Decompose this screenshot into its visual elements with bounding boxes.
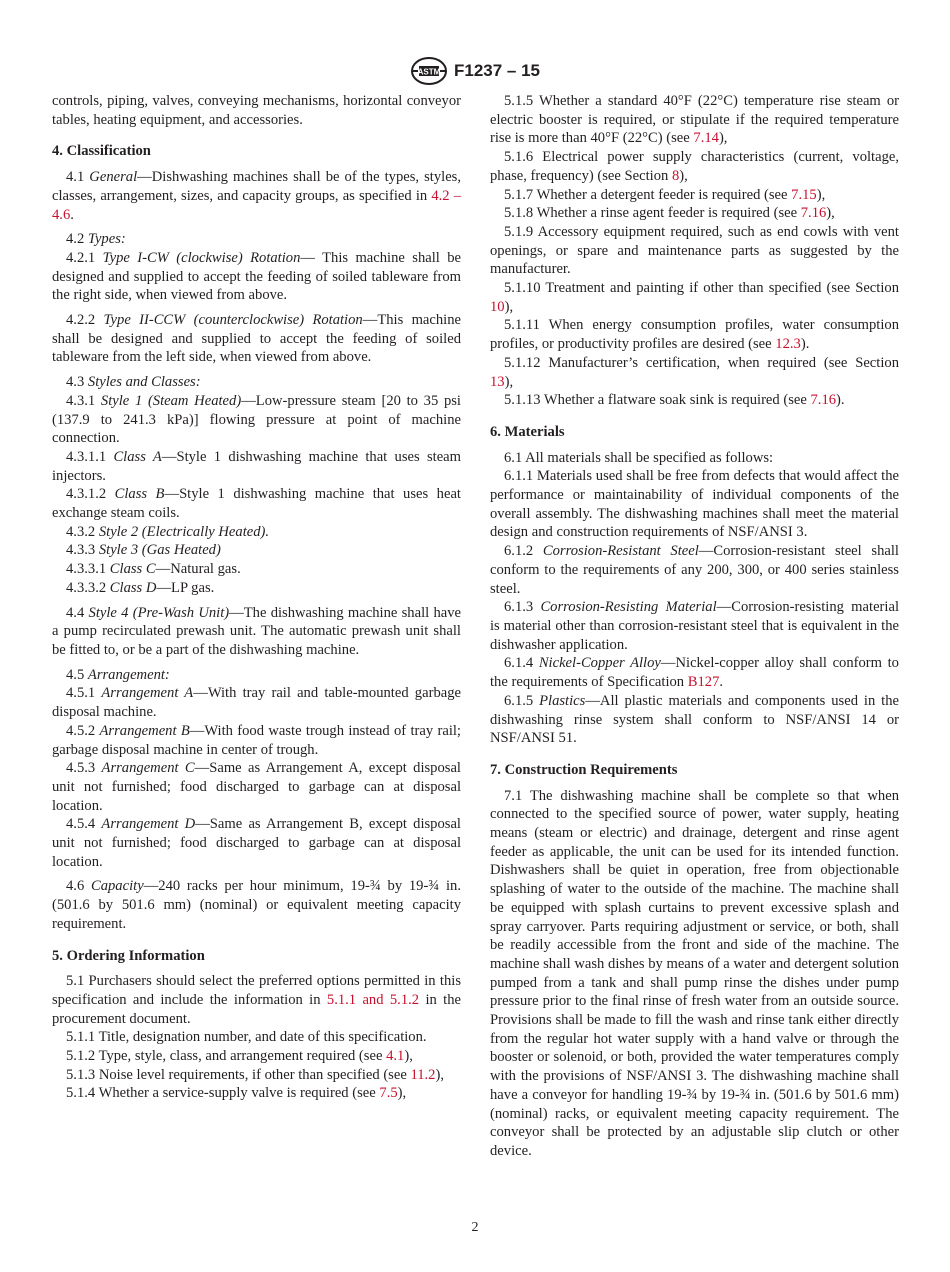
para-4-3-3-1: 4.3.3.1 Class C—Natural gas.	[66, 561, 241, 578]
link-7-15[interactable]: 7.15	[791, 186, 817, 203]
section-6-heading: 6. Materials	[490, 423, 565, 440]
para-4-1: 4.1 General—Dishwashing machines shall be of the types, styles, classes, arrangement, sizes, and capacity groups, as specified in 4.2 – 4.6.	[52, 169, 462, 223]
link-12-3[interactable]: 12.3	[775, 336, 801, 353]
link-5-1-1-5-1-2[interactable]: 5.1.1 and 5.1.2	[326, 991, 420, 1008]
section-4-heading: 4. Classification	[52, 143, 151, 160]
para-7-1: 7.1 The dishwashing machine shall be complete so that when connected to the specified source of power, water supply, heating means (steam or electric) and drainage, detergent and rinse agent feeder as applicable, the unit can be used for its intended function. Dishwashers shall be quiet in operation, free from objectionable splashing of water to the outside of the machine. The machine shall be equipped with splash curtains to prevent excessive splash and spray carryover. Parts requiring adjustment or service, or both, shall be readily accessible from the front and side of the machine. The machine shall wash dishes by means of a water and detergent solution pumped from a tank and shall pump rinse the dishes under pump pressure prior to the final rinse of fresh water from an outside source. Provisions shall be made to fill the wash and rinse tank either directly from the regular hot water supply with a hand valve or through the booster or solenoid, or both, provided the water temperatures comply with the provisions of NSF/ANSI 3. The dishwashing machine shall have a conveyor for handling 19-¾ by 19-¾ in. (501.6 by 501.6 mm) (nominal) racks, or equivalent meeting capacity requirement. The conveyor shall be protected by an adjustable slip clutch or other device.	[490, 787, 899, 1159]
section-5-heading: 5. Ordering Information	[52, 947, 205, 964]
svg-text:ASTM: ASTM	[417, 67, 441, 77]
para-4-4: 4.4 Style 4 (Pre-Wash Unit)—The dishwashing machine shall have a pump recirculated prewash unit. The automatic prewash unit shall be fitted to, or be a part of the dishwashing machine.	[52, 604, 462, 658]
para-5-1-4: 5.1.4 Whether a service-supply valve is required (see 7.5),	[66, 1085, 407, 1102]
link-4-1[interactable]: 4.1	[386, 1048, 405, 1065]
link-7-16[interactable]: 7.16	[800, 205, 827, 222]
para-5-1-3: 5.1.3 Noise level requirements, if other than specified (see 11.2),	[66, 1066, 444, 1083]
para-4-2-1: 4.2.1 Type I-CW (clockwise) Rotation— This machine shall be designed and supplied to accept the feeding of soiled tableware from the right side, when viewed from above.	[52, 249, 462, 304]
para-4-3-3: 4.3.3 Style 3 (Gas Heated)	[66, 542, 221, 559]
right-column	[490, 92, 899, 1161]
para-4-3-3-2: 4.3.3.2 Class D—LP gas.	[66, 579, 215, 596]
para-6-1-4: 6.1.4 Nickel-Copper Alloy—Nickel-copper alloy shall conform to the requirements of Specification B127.	[490, 655, 899, 691]
para-5-1-10: 5.1.10 Treatment and painting if other than specified (see Section 10),	[490, 280, 899, 315]
page-number: 2	[471, 1220, 479, 1235]
left-column	[52, 92, 461, 1103]
para-6-1-5: 6.1.5 Plastics—All plastic materials and components used in the dishwashing rinse system shall conform to NSF/ANSI 14 or NSF/ANSI 51.	[490, 692, 899, 747]
para-5-1-11: 5.1.11 When energy consumption profiles, water consumption profiles, or productivity profiles are desired (see 12.3).	[490, 317, 899, 353]
link-b127[interactable]: B127	[687, 674, 720, 691]
para-6-1-1: 6.1.1 Materials used shall be free from defects that would affect the performance or maintainability of individual components of the overall assembly. The dishwashing machines shall meet the material design and construction requirements of NSF/ANSI 3.	[490, 468, 899, 541]
link-section-13[interactable]: 13	[490, 373, 505, 390]
para-5-1: 5.1 Purchasers should select the preferred options permitted in this specification and include the information in 5.1.1 and 5.1.2 in the procurement document.	[52, 973, 461, 1027]
para-6-1-2: 6.1.2 Corrosion-Resistant Steel—Corrosion-resistant steel shall conform to the requirements of any 200, 300, or 400 series stainless steel.	[490, 543, 899, 597]
para-4-5-2: 4.5.2 Arrangement B—With food waste trough instead of tray rail; garbage disposal machine in center of trough.	[52, 722, 461, 758]
para-4-2-2: 4.2.2 Type II-CCW (counterclockwise) Rotation—This machine shall be designed and supplied to accept the feeding of soiled tableware from the left side, when viewed from above.	[52, 312, 462, 366]
para-5-1-8: 5.1.8 Whether a rinse agent feeder is required (see 7.16),	[504, 205, 835, 222]
link-7-16-b[interactable]: 7.16	[810, 392, 837, 409]
link-section-8[interactable]: 8	[671, 167, 680, 184]
para-4-3-1: 4.3.1 Style 1 (Steam Heated)—Low-pressure steam [20 to 35 psi (137.9 to 241.3 kPa)] flowing pressure at point of machine connection.	[52, 392, 461, 447]
link-4-2-4-6[interactable]: 4.2 – 4.6	[52, 187, 462, 223]
para-5-1-1: 5.1.1 Title, designation number, and date of this specification.	[66, 1029, 427, 1046]
para-4-2: 4.2 Types:	[66, 231, 126, 248]
para-5-1-7: 5.1.7 Whether a detergent feeder is required (see 7.15),	[504, 186, 826, 203]
para-4-5-1: 4.5.1 Arrangement A—With tray rail and table-mounted garbage disposal machine.	[52, 685, 461, 721]
link-section-10[interactable]: 10	[490, 298, 505, 315]
para-5-1-5: 5.1.5 Whether a standard 40°F (22°C) temperature rise steam or electric booster is required, or stipulate if the required temperature rise is more than 40°F (22°C) (see 7.14),	[490, 93, 899, 147]
intro-paragraph: controls, piping, valves, conveying mechanisms, horizontal conveyor tables, heating equipment, and accessories.	[52, 93, 461, 128]
astm-logo-icon	[410, 56, 448, 86]
link-7-5[interactable]: 7.5	[379, 1085, 398, 1102]
link-11-2[interactable]: 11.2	[410, 1066, 436, 1083]
para-5-1-13: 5.1.13 Whether a flatware soak sink is required (see 7.16).	[504, 392, 845, 409]
section-7-heading: 7. Construction Requirements	[490, 761, 678, 778]
para-5-1-2: 5.1.2 Type, style, class, and arrangement required (see 4.1),	[66, 1048, 413, 1065]
link-7-14[interactable]: 7.14	[693, 130, 719, 147]
para-5-1-12: 5.1.12 Manufacturer’s certification, when required (see Section 13),	[490, 354, 899, 390]
para-6-1: 6.1 All materials shall be specified as follows:	[504, 449, 774, 466]
page-header	[0, 56, 950, 86]
para-4-3-1-2: 4.3.1.2 Class B—Style 1 dishwashing machine that uses heat exchange steam coils.	[52, 486, 461, 522]
para-4-5-4: 4.5.4 Arrangement D—Same as Arrangement B, except disposal unit not furnished; food discharged to garbage can at disposal location.	[52, 816, 461, 870]
para-5-1-6: 5.1.6 Electrical power supply characteristics (current, voltage, phase, frequency) (see Section 8),	[490, 149, 899, 184]
para-5-1-9: 5.1.9 Accessory equipment required, such as end cowls with vent openings, or spare and maintenance parts as suggested by the manufacturer.	[490, 223, 899, 278]
para-4-3: 4.3 Styles and Classes:	[66, 374, 201, 391]
para-4-5: 4.5 Arrangement:	[66, 666, 170, 683]
para-6-1-3: 6.1.3 Corrosion-Resisting Material—Corrosion-resisting material is material other than corrosion-resistant steel that is equivalent in the dishwasher application.	[490, 599, 899, 653]
document-id: F1237 – 15	[453, 61, 540, 80]
para-4-3-1-1: 4.3.1.1 Class A—Style 1 dishwashing machine that uses steam injectors.	[52, 448, 462, 484]
para-4-5-3: 4.5.3 Arrangement C—Same as Arrangement A, except disposal unit not furnished; food discharged to garbage can at disposal location.	[52, 760, 461, 814]
para-4-6: 4.6 Capacity—240 racks per hour minimum, 19-¾ by 19-¾ in. (501.6 by 501.6 mm) (nominal) or equivalent meeting capacity requirement.	[52, 878, 461, 932]
para-4-3-2: 4.3.2 Style 2 (Electrically Heated).	[66, 523, 270, 540]
